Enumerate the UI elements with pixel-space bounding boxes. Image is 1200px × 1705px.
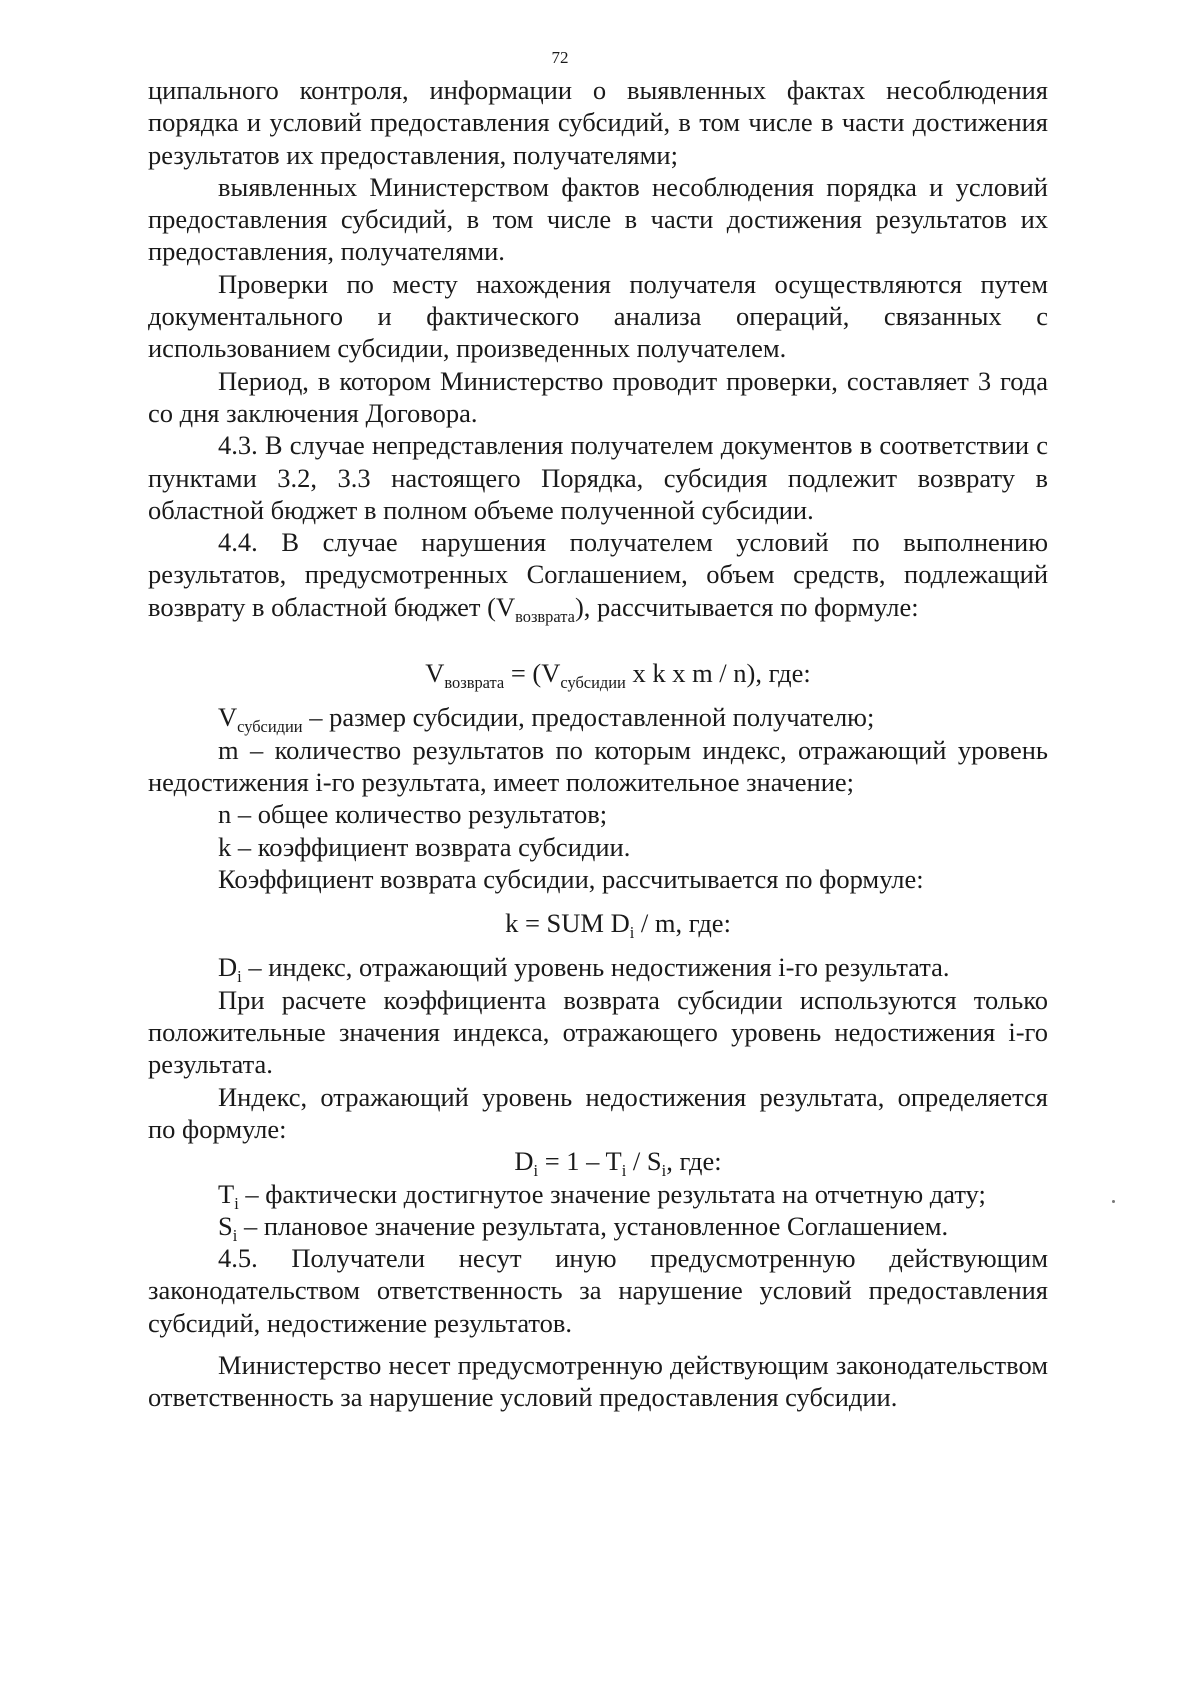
- paragraph-period: Период, в котором Министерство проводит проверки, составляет 3 года со дня заключения Договора.: [148, 365, 1048, 428]
- paragraph-inspections: Проверки по месту нахождения получателя осуществляются путем документального и фактического анализа операций, связанных с использованием субсидии, произведенных получателем.: [148, 268, 1048, 364]
- paragraph-ministry-liability: Министерство несет предусмотренную действующим законодательством ответственность за нарушение условий предоставления субсидии.: [148, 1349, 1048, 1413]
- definition-v-subsidy: $V_{субсидии}$ – размер субсидии, предоставленной получателю;: [218, 702, 875, 737]
- definition-n: n – общее количество результатов;: [218, 799, 608, 830]
- definition-s-i: $S_i$ – плановое значение результата, установленное Соглашением.: [218, 1210, 949, 1245]
- page-number: 72: [551, 48, 569, 67]
- formula-coefficient: k = SUM $D_i$ / m, где:: [505, 908, 731, 942]
- paragraph-4-5: 4.5. Получатели несут иную предусмотренную действующим законодательством ответственность за нарушение условий предоставления субсидий, недостижение результатов.: [148, 1243, 1048, 1338]
- definition-k: k – коэффициент возврата субсидии.: [218, 831, 631, 862]
- paragraph-4-3: 4.3. В случае непредставления получателем документов в соответствии с пунктами 3.2, 3.3 настоящего Порядка, субсидия подлежит возврату в областной бюджет в полном объеме полученной субсидии.: [148, 430, 1048, 525]
- paragraph-coefficient-intro: Коэффициент возврата субсидии, рассчитывается по формуле:: [218, 863, 924, 894]
- definition-d-i: $D_i$ – индекс, отражающий уровень недостижения i-го результата.: [218, 952, 950, 987]
- definition-t-i: $T_i$ – фактически достигнутое значение результата на отчетную дату;: [218, 1178, 986, 1213]
- paragraph-index-intro: Индекс, отражающий уровень недостижения результата, определяется по формуле:: [148, 1081, 1048, 1144]
- formula-index: $D_i = 1 - T_i / S_i$, где:: [514, 1146, 722, 1180]
- paragraph-positive-values: При расчете коэффициента возврата субсидии используются только положительные значения индекса, отражающего уровень недостижения i-го результата.: [148, 984, 1048, 1080]
- paragraph-continuation: ципального контроля, информации о выявленных фактах несоблюдения порядка и условий предоставления субсидий, в том числе в части достижения результатов их предоставления, получателями;: [148, 75, 1048, 170]
- scan-speck: [1112, 1200, 1115, 1203]
- document-body: [148, 74, 1048, 1414]
- formula-return-volume: $V_{возврата} = (V_{субсидии}$ x k x m / n), где:: [425, 658, 811, 692]
- paragraph-4-4: 4.4. В случае нарушения получателем условий по выполнению результатов, предусмотренных Соглашением, объем средств, подлежащий возврату в областной бюджет $(V_{возврата})$, рассчитывается по формуле:: [148, 527, 1048, 626]
- paragraph-ministry-facts: выявленных Министерством фактов несоблюдения порядка и условий предоставления субсидий, в том числе в части достижения результатов их предоставления, получателями.: [148, 171, 1048, 267]
- definition-m: m – количество результатов по которым индекс, отражающий уровень недостижения i-го результата, имеет положительное значение;: [148, 734, 1048, 797]
